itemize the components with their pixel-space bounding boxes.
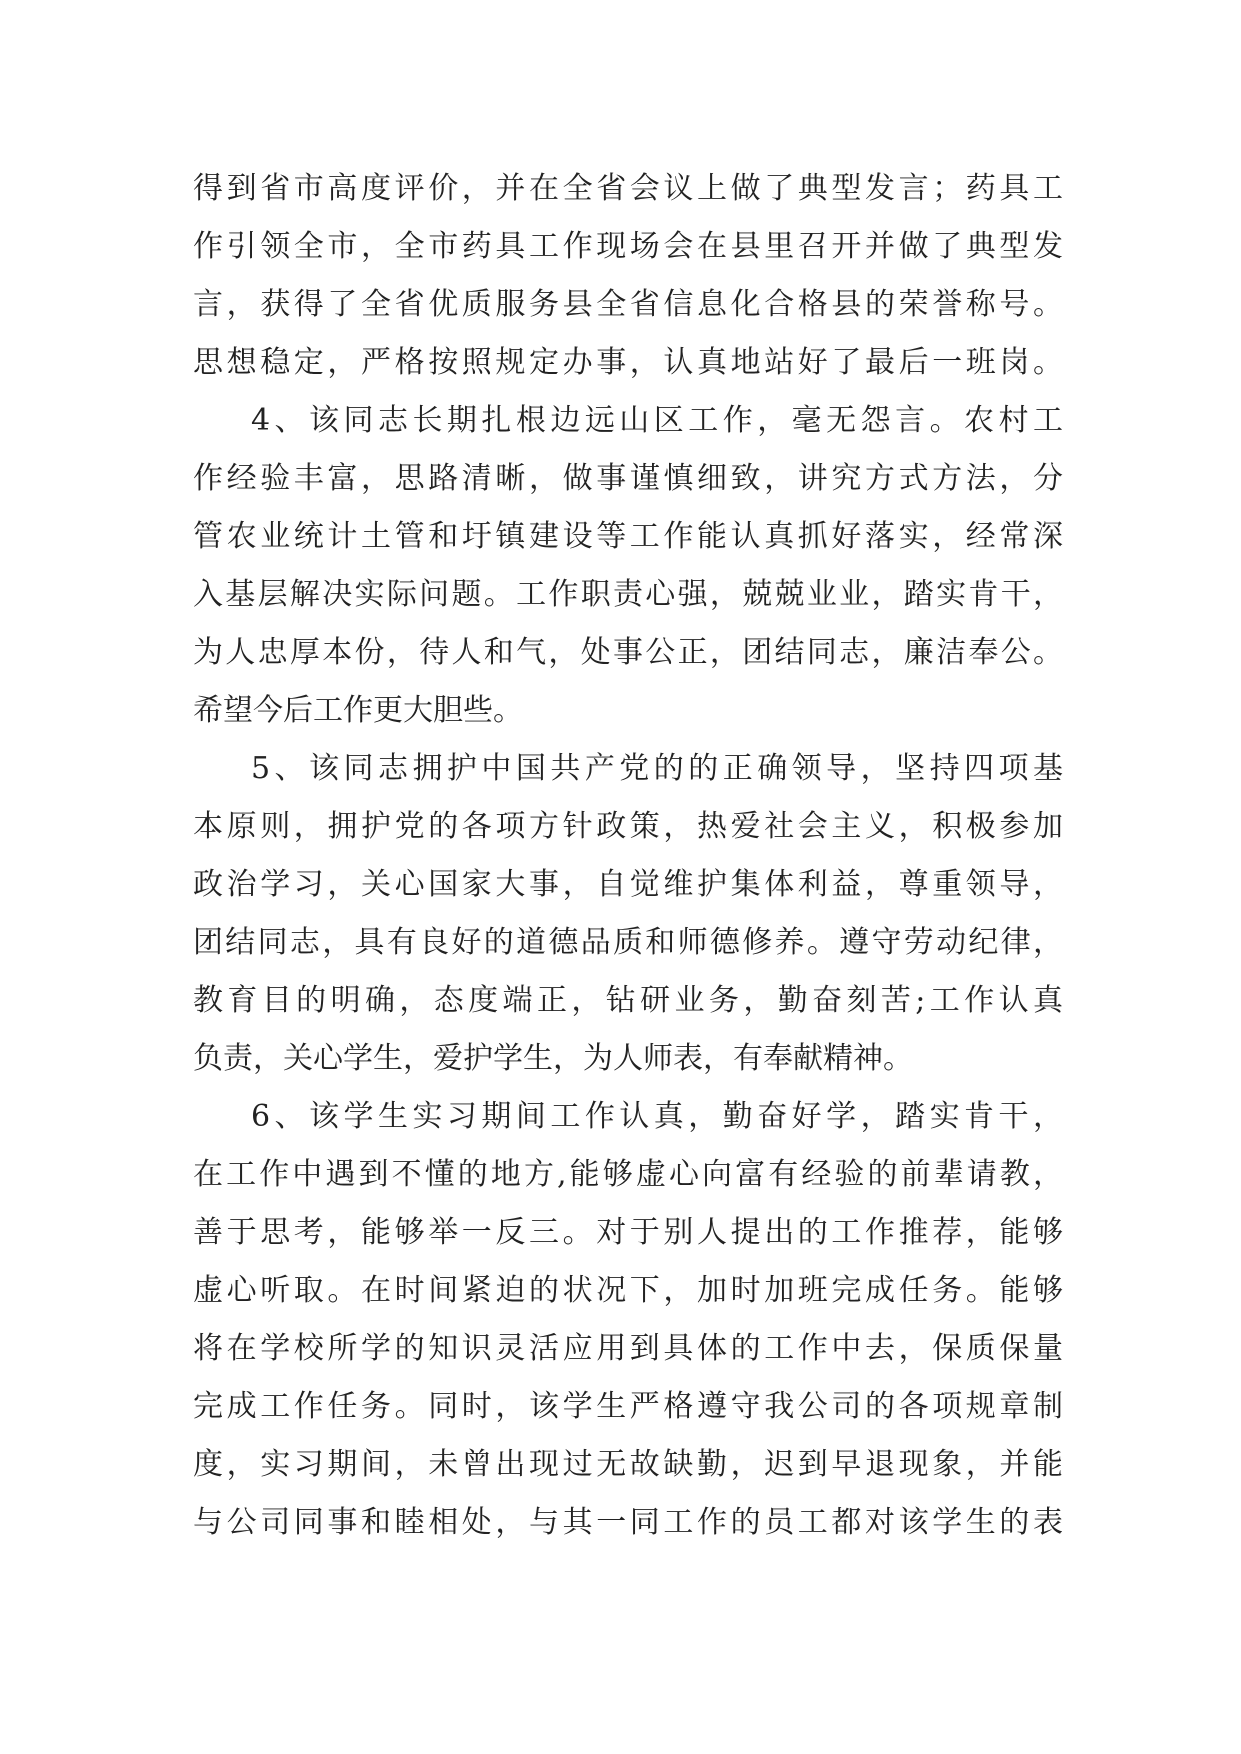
text-line: 与公司同事和睦相处，与其一同工作的员工都对该学生的表	[193, 1505, 1063, 1540]
paragraph-first-line: 5、该同志拥护中国共产党的的正确领导，坚持四项基	[251, 751, 1063, 786]
text-line: 希望今后工作更大胆些。	[193, 693, 523, 728]
text-line: 教育目的明确，态度端正，钻研业务，勤奋刻苦;工作认真	[193, 983, 1063, 1018]
paragraph-first-line: 6、该学生实习期间工作认真，勤奋好学，踏实肯干，	[251, 1099, 1063, 1134]
text-line: 政治学习，关心国家大事，自觉维护集体利益，尊重领导，	[193, 867, 1063, 902]
text-line: 虚心听取。在时间紧迫的状况下，加时加班完成任务。能够	[193, 1273, 1063, 1308]
text-line: 完成工作任务。同时，该学生严格遵守我公司的各项规章制	[193, 1389, 1063, 1424]
document-body	[193, 160, 1063, 1552]
text-line: 入基层解决实际问题。工作职责心强，兢兢业业，踏实肯干，	[193, 577, 1063, 612]
text-line: 作经验丰富，思路清晰，做事谨慎细致，讲究方式方法，分	[193, 461, 1063, 496]
text-line: 言，获得了全省优质服务县全省信息化合格县的荣誉称号。	[193, 287, 1063, 322]
text-line: 作引领全市，全市药具工作现场会在县里召开并做了典型发	[193, 229, 1063, 264]
text-line: 管农业统计土管和圩镇建设等工作能认真抓好落实，经常深	[193, 519, 1063, 554]
paragraph-first-line: 4、该同志长期扎根边远山区工作，毫无怨言。农村工	[251, 403, 1063, 438]
text-line: 得到省市高度评价，并在全省会议上做了典型发言；药具工	[193, 171, 1063, 206]
text-line: 团结同志，具有良好的道德品质和师德修养。遵守劳动纪律，	[193, 925, 1063, 960]
text-line: 将在学校所学的知识灵活应用到具体的工作中去，保质保量	[193, 1331, 1063, 1366]
text-line: 为人忠厚本份，待人和气，处事公正，团结同志，廉洁奉公。	[193, 635, 1063, 670]
text-line: 负责，关心学生，爱护学生，为人师表，有奉献精神。	[193, 1041, 913, 1076]
text-line: 善于思考，能够举一反三。对于别人提出的工作推荐，能够	[193, 1215, 1063, 1250]
text-line: 本原则，拥护党的各项方针政策，热爱社会主义，积极参加	[193, 809, 1063, 844]
text-line: 度，实习期间，未曾出现过无故缺勤，迟到早退现象，并能	[193, 1447, 1063, 1482]
text-line: 思想稳定，严格按照规定办事，认真地站好了最后一班岗。	[193, 345, 1063, 380]
text-line: 在工作中遇到不懂的地方,能够虚心向富有经验的前辈请教，	[193, 1157, 1063, 1192]
